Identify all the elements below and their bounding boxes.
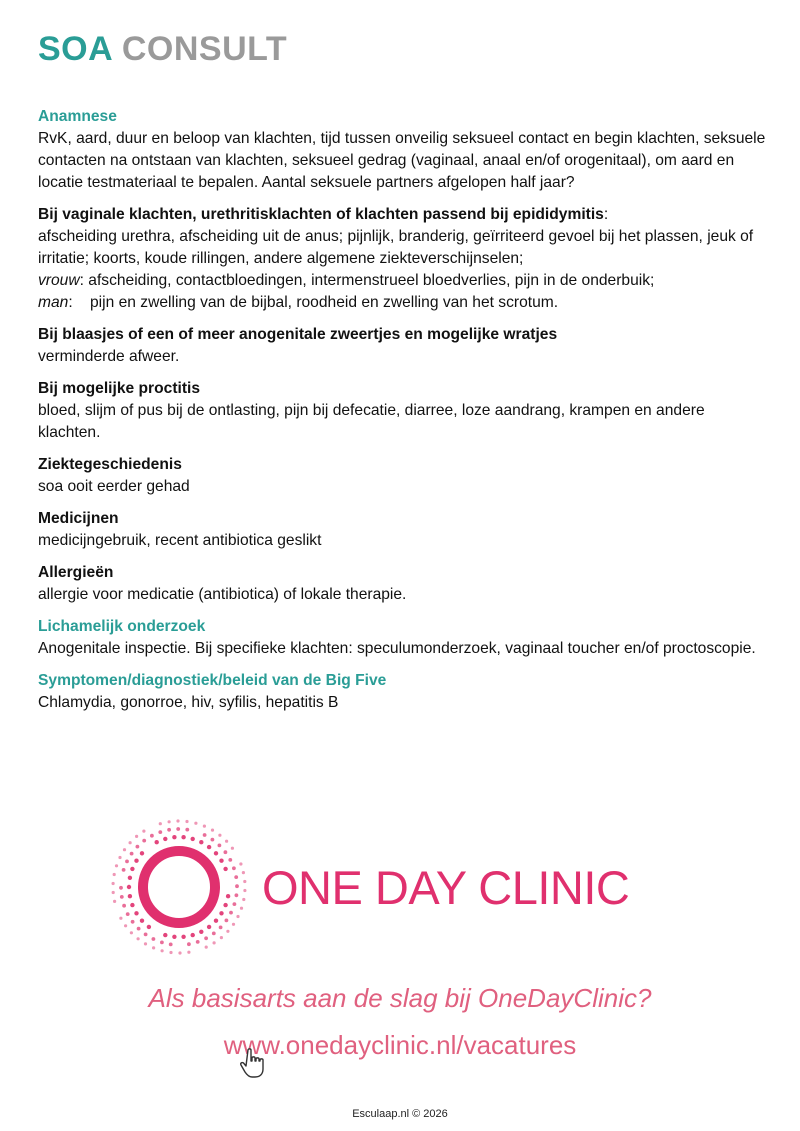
logo-dot [159, 822, 162, 825]
section-allergieen [38, 562, 768, 606]
logo-dot [168, 820, 171, 823]
text-proctitis: bloed, slijm of pus bij de ontlasting, pijn bij defecatie, diarree, loze aandrang, krampen en andere klachten. [38, 402, 705, 441]
logo-dot [214, 851, 218, 855]
logo-dot [129, 841, 132, 844]
logo-dot [218, 844, 222, 848]
logo-dot [236, 915, 239, 918]
logo-dot [211, 838, 215, 842]
logo-dot [191, 837, 195, 841]
heading-lichamelijk-onderzoek: Lichamelijk onderzoek [38, 618, 206, 635]
logo-dot [169, 943, 173, 947]
logo-dot [196, 940, 200, 944]
text-ziektegeschiedenis: soa ooit eerder gehad [38, 478, 190, 495]
logo-dot [205, 946, 208, 949]
logo-dot [172, 835, 176, 839]
section-blaasjes [38, 324, 768, 368]
logo-dot [134, 911, 138, 915]
logo-dot [130, 903, 134, 907]
logo-dot [235, 884, 239, 888]
logo-dot [113, 873, 116, 876]
logo-dot [226, 930, 229, 933]
section-vaginale-klachten [38, 204, 768, 314]
logo-dot [134, 859, 138, 863]
logo-dot [242, 871, 245, 874]
logo-dot [119, 917, 122, 920]
logo-dot [211, 829, 214, 832]
logo-dot [228, 858, 232, 862]
logo-dot [243, 889, 246, 892]
logo-dot [115, 864, 118, 867]
label-vrouw: vrouw [38, 272, 80, 289]
heading-allergieen: Allergieën [38, 564, 114, 581]
logo-dot [219, 859, 223, 863]
logo-dot [203, 833, 207, 837]
logo-dot [194, 822, 197, 825]
logo-dot [163, 837, 167, 841]
logo-dot [220, 936, 223, 939]
logo-dot [187, 951, 190, 954]
logo-dot [137, 937, 140, 940]
logo-dot [122, 904, 126, 908]
logo-dot [112, 891, 115, 894]
logo-dot [187, 942, 191, 946]
logo-dot [219, 926, 223, 930]
hand-cursor-icon [240, 1048, 266, 1080]
title-soa: SOA [38, 30, 112, 68]
logo-text: ONE DAY CLINIC [262, 861, 630, 914]
logo-dot [126, 912, 130, 916]
section-proctitis [38, 378, 768, 444]
logo-dot [218, 834, 221, 837]
logo-dot [213, 941, 216, 944]
logo-dot [181, 935, 185, 939]
vacatures-link[interactable]: www.onedayclinic.nl/vacatures [223, 1030, 577, 1060]
logo-dot [185, 820, 188, 823]
text-lichamelijk-onderzoek: Anogenitale inspectie. Bij specifieke klachten: speculumonderzoek, vaginaal toucher en/of proctoscopie. [38, 640, 756, 657]
logo-dot [214, 919, 218, 923]
logo-dot [176, 819, 179, 822]
logo-dot [147, 925, 151, 929]
heading-medicijnen: Medicijnen [38, 510, 119, 527]
heading-blaasjes: Bij blaasjes of een of meer anogenitale zweertjes en mogelijke wratjes [38, 326, 558, 343]
logo-dot [212, 932, 216, 936]
logo-dot [155, 840, 159, 844]
logo-dot [113, 900, 116, 903]
logo-dot [191, 933, 195, 937]
text-vrouw: : afscheiding, contactbloedingen, intermenstrueel bloedverlies, pijn in de onderbuik; [79, 272, 655, 289]
logo-dot [124, 924, 127, 927]
heading-ziektegeschiedenis: Ziektegeschiedenis [38, 456, 182, 473]
page-title [38, 30, 287, 69]
logo-dot [144, 933, 148, 937]
logo-dot [239, 862, 242, 865]
section-lichamelijk-onderzoek [38, 616, 768, 660]
logo-dot [160, 941, 164, 945]
logo-dot [199, 930, 203, 934]
logo-dot [203, 825, 206, 828]
logo-dot [130, 931, 133, 934]
logo-dot [233, 902, 237, 906]
logo-dot [163, 933, 167, 937]
footer-copyright: Esculaap.nl © 2026 [352, 1108, 448, 1120]
logo-dot [140, 851, 144, 855]
heading-colon: : [603, 206, 609, 223]
logo-dot [199, 840, 203, 844]
logo-dot [135, 835, 138, 838]
logo-dot [240, 907, 243, 910]
logo-dot [225, 919, 229, 923]
logo-dot [232, 923, 235, 926]
heading-proctitis: Bij mogelijke proctitis [38, 380, 201, 397]
logo-dot [185, 828, 189, 832]
logo-dot [122, 868, 126, 872]
logo-dot [127, 885, 131, 889]
logo-dot [118, 856, 121, 859]
section-medicijnen [38, 508, 768, 552]
logo-dot [167, 828, 171, 832]
logo-dot [125, 860, 129, 864]
logo-dot [235, 893, 239, 897]
logo-dot [131, 920, 135, 924]
text-blaasjes: verminderde afweer. [38, 348, 180, 365]
text-big-five: Chlamydia, gonorroe, hiv, syfilis, hepatitis B [38, 694, 339, 711]
text-anamnese: RvK, aard, duur en beloop van klachten, tijd tussen onveilig seksueel contact en begin klachten, seksuele contacten na ontstaan van klachten, seksueel gedrag (vaginaal, anaal en/of orogenitaal), om aard en locatie testmateriaal te bepalen. Aantal seksuele partners afgelopen half jaar? [38, 130, 766, 191]
logo-dot [172, 935, 176, 939]
logo-dot [136, 845, 140, 849]
logo-dot [140, 919, 144, 923]
logo-dot [128, 876, 132, 880]
logo-dot [234, 875, 238, 879]
text-medicijnen: medicijngebruik, recent antibiotica geslikt [38, 532, 322, 549]
logo-dot [144, 942, 147, 945]
logo-dot [152, 946, 155, 949]
logo-dot [231, 847, 234, 850]
logo-dot [142, 839, 146, 843]
logo-dot [224, 850, 228, 854]
logo-dot [158, 830, 162, 834]
logo-dot [142, 830, 145, 833]
text-vaginale-klachten: afscheiding urethra, afscheiding uit de anus; pijnlijk, branderig, geïrriteerd gevoel bij het plassen, jeuk of irritatie; koorts, koude rillingen, andere algemene ziekteverschijnselen; [38, 228, 754, 267]
heading-anamnese: Anamnese [38, 108, 117, 125]
logo-dot [232, 866, 236, 870]
heading-big-five: Symptomen/diagnostiek/beleid van de Big Five [38, 672, 387, 689]
logo-dot [223, 903, 227, 907]
logo-dot [150, 834, 154, 838]
ad-tagline: Als basisarts aan de slag bij OneDayClinic? [148, 983, 652, 1013]
logo-dot [137, 927, 141, 931]
section-ziektegeschiedenis [38, 454, 768, 498]
logo-dot [112, 882, 115, 885]
logo-dot [178, 951, 181, 954]
logo-dot [219, 911, 223, 915]
logo-dot [207, 845, 211, 849]
logo-dot [123, 848, 126, 851]
logo-dot [161, 949, 164, 952]
section-anamnese [38, 106, 768, 194]
logo-dot [176, 827, 180, 831]
logo-dot [181, 835, 185, 839]
consult-content [38, 106, 768, 724]
logo-dot [119, 886, 123, 890]
logo-dot [229, 911, 233, 915]
logo-dot [169, 951, 172, 954]
logo-dot [120, 895, 124, 899]
logo-dot [242, 898, 245, 901]
logo-dot [223, 867, 227, 871]
label-man: man [38, 294, 69, 311]
logo-dot [207, 925, 211, 929]
logo-dot [130, 852, 134, 856]
text-man: : pijn en zwelling van de bijbal, roodheid en zwelling van het scrotum. [68, 294, 559, 311]
logo-dot [225, 840, 228, 843]
logo-dot [128, 894, 132, 898]
title-consult: CONSULT [121, 30, 288, 68]
text-allergieen: allergie voor medicatie (antibiotica) of lokale therapie. [38, 586, 407, 603]
logo-dot [226, 894, 230, 898]
section-big-five [38, 670, 768, 714]
logo-dot [130, 867, 134, 871]
logo-dot [204, 936, 208, 940]
logo-dot [243, 880, 246, 883]
logo-dot [152, 937, 156, 941]
heading-vaginale-klachten: Bij vaginale klachten, urethritisklachten of klachten passend bij epididymitis [38, 206, 604, 223]
